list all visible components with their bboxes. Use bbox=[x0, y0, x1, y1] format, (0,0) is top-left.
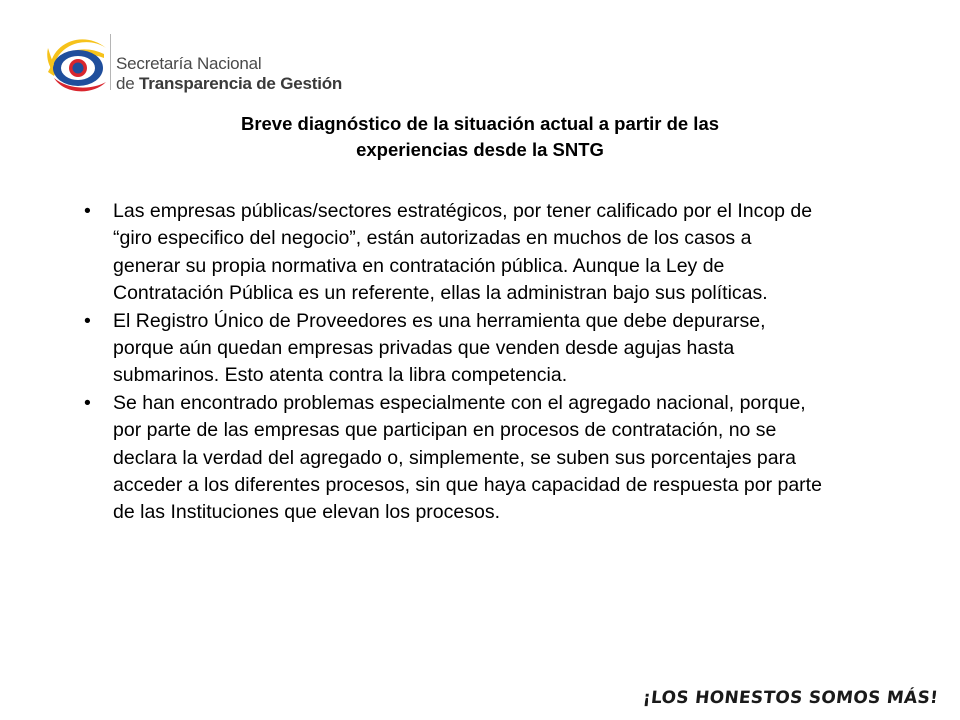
bullet-text: El Registro Único de Proveedores es una herramienta que debe depurarse, porque aún quedan empresas privadas que venden desde agujas hasta submarinos. Esto atenta contra la libra competencia. bbox=[113, 309, 766, 387]
logo-text bbox=[116, 54, 342, 94]
eye-emblem-icon bbox=[44, 28, 110, 98]
bullet-item bbox=[84, 308, 824, 390]
sntg-logo bbox=[44, 28, 344, 104]
bullet-text: Se han encontrado problemas especialmente con el agregado nacional, porque, por parte de las empresas que participan en procesos de contratación, no se declara la verdad del agregado o, simplemente, se suben sus porcentajes para acceder a los diferentes procesos, sin que haya capacidad de respuesta por parte de las Instituciones que elevan los procesos. bbox=[113, 391, 822, 524]
bullet-marker: • bbox=[84, 309, 91, 332]
bullet-item bbox=[84, 390, 824, 527]
logo-line-2 bbox=[116, 74, 342, 94]
logo-line-2-strong: Transparencia de Gestión bbox=[139, 74, 343, 93]
slide-title-line-2: experiencias desde la SNTG bbox=[356, 139, 604, 160]
bullet-marker: • bbox=[84, 391, 91, 414]
logo-line-1: Secretaría Nacional bbox=[116, 54, 262, 73]
bullet-item bbox=[84, 198, 824, 308]
bullet-list bbox=[84, 198, 824, 527]
bullet-marker: • bbox=[84, 200, 91, 222]
bullet-text: Las empresas públicas/sectores estratégicos, por tener calificado por el Incop de “giro especifico del negocio”, están autorizadas en muchos de los casos a generar su propia normativa en contratación pública. Aunque la Ley de Contratación Pública es un referente, ellas la administran bajo sus políticas. bbox=[113, 200, 813, 305]
slide-title-line-1: Breve diagnóstico de la situación actual a partir de las bbox=[240, 113, 720, 134]
footer-slogan: ¡LOS HONESTOS SOMOS MÁS! bbox=[641, 688, 940, 708]
slide-title bbox=[100, 111, 860, 163]
logo-line-2-prefix: de bbox=[116, 74, 140, 93]
logo-divider bbox=[110, 34, 111, 90]
